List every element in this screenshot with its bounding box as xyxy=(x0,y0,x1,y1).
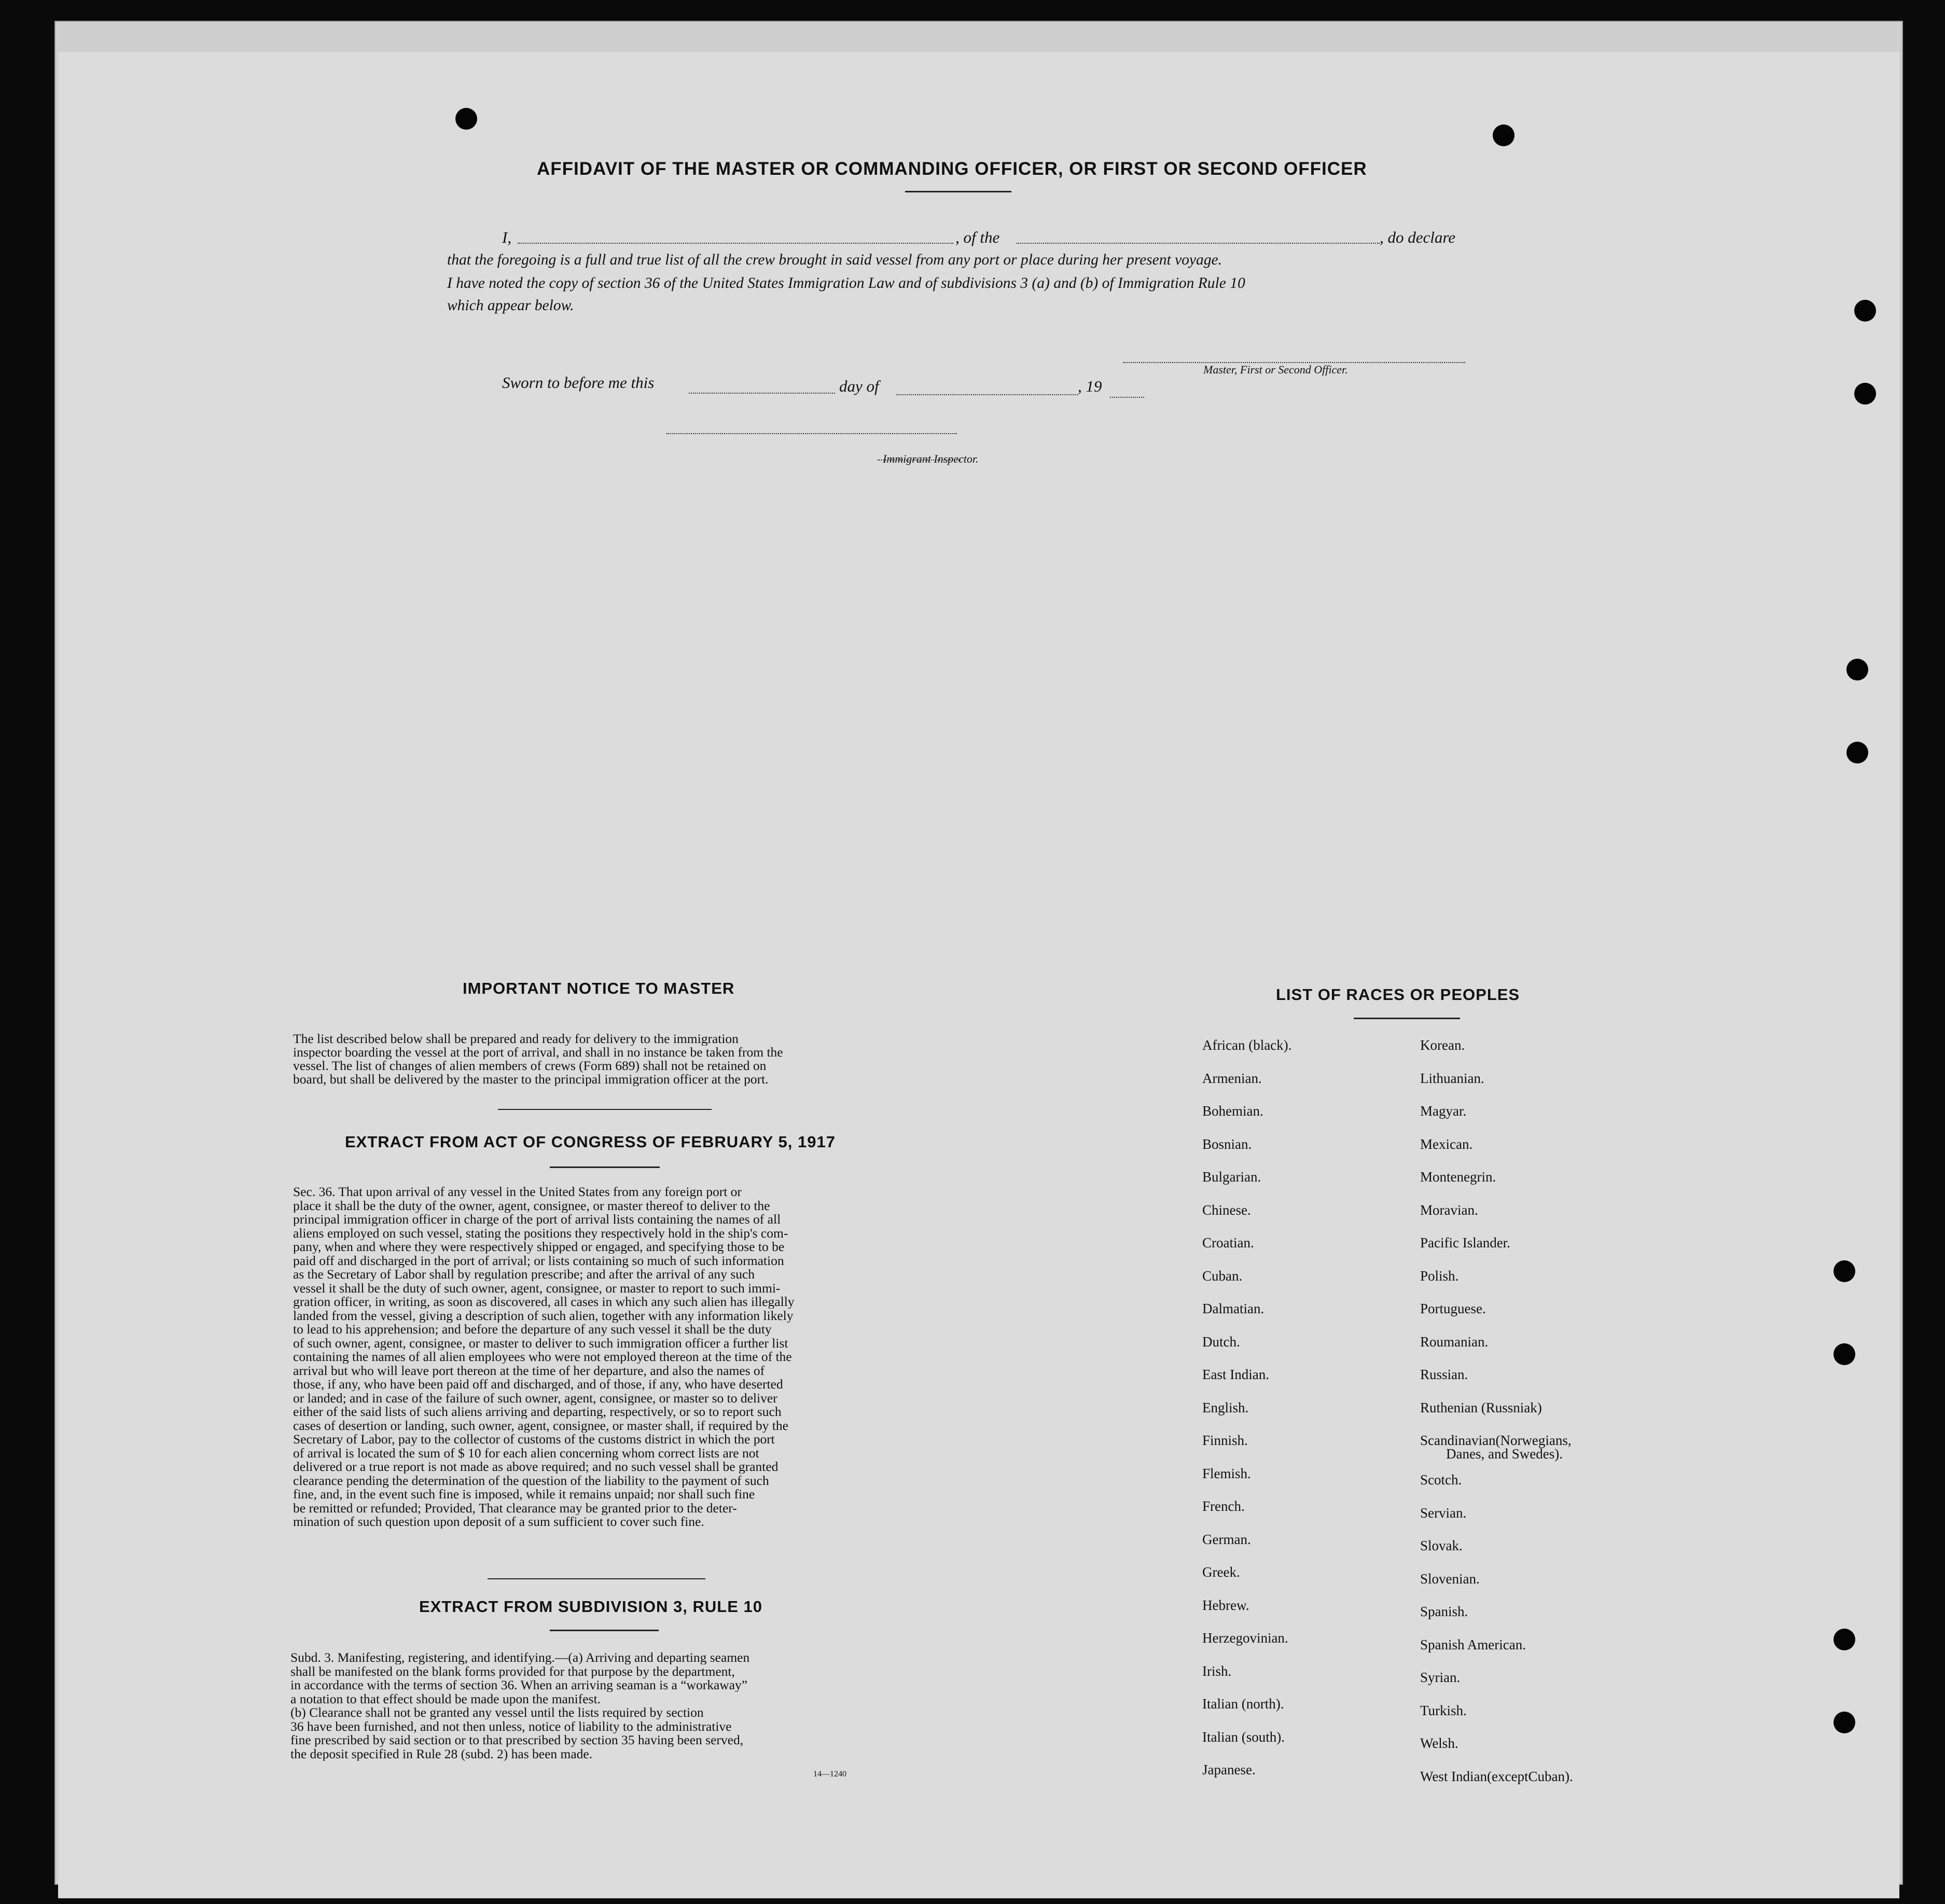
sworn-label: Sworn to before me this xyxy=(502,373,655,392)
punch-hole xyxy=(1846,742,1868,763)
affidavit-line-2: that the foregoing is a full and true list of all the crew brought in said vessel from any port or place during her present voyage. xyxy=(447,252,1222,268)
race-item: Chinese. xyxy=(1202,1202,1251,1218)
affidavit-i-label: I, xyxy=(502,228,512,246)
punch-hole xyxy=(1846,659,1868,680)
races-title: LIST OF RACES OR PEOPLES xyxy=(1276,985,1520,1004)
race-item: Italian (south). xyxy=(1202,1729,1285,1745)
punch-hole xyxy=(1833,1629,1855,1650)
race-item: Dalmatian. xyxy=(1202,1301,1265,1316)
inspector-signature-blank[interactable] xyxy=(666,433,957,434)
divider xyxy=(905,191,1011,192)
punch-hole xyxy=(455,108,477,130)
race-item: Turkish. xyxy=(1420,1702,1467,1718)
race-item: Russian. xyxy=(1420,1367,1468,1382)
act-line: pany, when and where they were respectively shipped or engaged, and specifying those to be xyxy=(293,1240,785,1254)
vessel-blank[interactable] xyxy=(1017,243,1380,244)
affidavit-line-4: which appear below. xyxy=(447,297,574,314)
race-item: Flemish. xyxy=(1202,1465,1251,1481)
rule10-line: fine prescribed by said section or to that prescribed by section 35 having been served, xyxy=(290,1733,744,1747)
punch-hole xyxy=(1854,383,1876,405)
act-title: EXTRACT FROM ACT OF CONGRESS OF FEBRUARY 5, 1917 xyxy=(345,1133,836,1151)
act-line: those, if any, who have been paid off and discharged, and of those, if any, who have deserted xyxy=(293,1378,783,1391)
race-item: Hebrew. xyxy=(1202,1597,1249,1613)
act-line: paid off and discharged in the port of arrival; or lists containing so much of such information xyxy=(293,1254,784,1268)
divider xyxy=(550,1630,659,1631)
race-item: Spanish. xyxy=(1420,1604,1468,1619)
act-line: arrival but who will leave port thereon at the time of her departure, and also the names of xyxy=(293,1364,765,1378)
race-item: West Indian(exceptCuban). xyxy=(1420,1768,1573,1784)
year-blank[interactable] xyxy=(1110,397,1144,398)
act-line: aliens employed on such vessel, stating the positions they respectively hold in the ship's com- xyxy=(293,1226,788,1240)
race-item: Irish. xyxy=(1202,1663,1232,1679)
race-item: Dutch. xyxy=(1202,1333,1240,1350)
race-item: Herzegovinian. xyxy=(1202,1630,1288,1646)
affidavit-line-3: I have noted the copy of section 36 of the United States Immigration Law and of subdivisions 3 (a) and (b) of Immigration Rule 10 xyxy=(447,275,1245,291)
race-item-continuation: Danes, and Swedes). xyxy=(1446,1446,1563,1462)
notice-title: IMPORTANT NOTICE TO MASTER xyxy=(463,979,735,997)
race-item: Greek. xyxy=(1202,1564,1240,1580)
race-item: Italian (north). xyxy=(1202,1696,1284,1712)
notice-line: inspector boarding the vessel at the port of arrival, and shall in no instance be taken from the xyxy=(293,1046,783,1059)
race-item: Welsh. xyxy=(1420,1735,1458,1751)
bleed-through-row xyxy=(140,446,150,466)
race-item: Portuguese. xyxy=(1420,1301,1486,1316)
act-line: either of the said lists of such aliens arriving and departing, respectively, or so to report such xyxy=(293,1405,782,1419)
act-line: containing the names of all alien employees who were not employed thereon at the time of the xyxy=(293,1350,792,1364)
act-line: of arrival is located the sum of $ 10 for each alien concerning whom correct lists are not xyxy=(293,1446,759,1460)
act-line: Sec. 36. That upon arrival of any vessel in the United States from any foreign port or xyxy=(293,1185,742,1199)
race-item: Mexican. xyxy=(1420,1136,1473,1152)
race-item: Montenegrin. xyxy=(1420,1169,1496,1185)
rule10-line: shall be manifested on the blank forms provided for that purpose by the department, xyxy=(290,1664,735,1678)
rule10-line: a notation to that effect should be made upon the manifest. xyxy=(290,1692,601,1706)
manifest-page xyxy=(58,52,1899,1898)
race-item: Finnish. xyxy=(1202,1433,1248,1448)
divider xyxy=(1354,1018,1460,1019)
inspector-label: Immigrant Inspector. xyxy=(883,452,979,465)
divider xyxy=(488,1578,705,1579)
act-line: place it shall be the duty of the owner, agent, consignee, or master thereof to deliver to the xyxy=(293,1199,770,1213)
race-item: Scotch. xyxy=(1420,1472,1462,1488)
race-item: Lithuanian. xyxy=(1420,1070,1484,1086)
act-line: of such owner, agent, consignee, or master to deliver to such immigration officer a further list xyxy=(293,1336,788,1350)
race-item: Magyar. xyxy=(1420,1103,1467,1119)
affidavit-declare-label: , do declare xyxy=(1380,228,1456,246)
race-item: Scandinavian(Norwegians, xyxy=(1420,1433,1572,1448)
race-item: Syrian. xyxy=(1420,1670,1461,1685)
race-item: Spanish American. xyxy=(1420,1636,1526,1652)
act-line: be remitted or refunded; Provided, That clearance may be granted prior to the deter- xyxy=(293,1501,737,1515)
act-line: as the Secretary of Labor shall by regulation prescribe; and after the arrival of any such xyxy=(293,1268,755,1281)
divider xyxy=(550,1166,660,1168)
master-signature-label: Master, First or Second Officer. xyxy=(1203,363,1348,376)
race-item: Ruthenian (Russniak) xyxy=(1420,1399,1542,1415)
race-item: Bulgarian. xyxy=(1202,1169,1261,1185)
act-line: gration officer, in writing, as soon as discovered, all cases in which any such alien has illegally xyxy=(293,1295,795,1309)
rule10-line: in accordance with the terms of section 36. When an arriving seaman is a “workaway” xyxy=(290,1678,748,1692)
rule10-title: EXTRACT FROM SUBDIVISION 3, RULE 10 xyxy=(419,1597,762,1616)
notice-line: board, but shall be delivered by the master to the principal immigration officer at the port. xyxy=(293,1073,769,1086)
act-line: clearance pending the determination of the question of the liability to the payment of such xyxy=(293,1474,769,1488)
year-label: , 19 xyxy=(1078,377,1102,395)
notice-line: The list described below shall be prepared and ready for delivery to the immigration xyxy=(293,1032,739,1046)
race-item: English. xyxy=(1202,1399,1249,1415)
act-line: to lead to his apprehension; and before the departure of any such vessel it shall be the duty xyxy=(293,1323,772,1336)
race-item: French. xyxy=(1202,1498,1245,1514)
notice-line: vessel. The list of changes of alien members of crews (Form 689) shall not be retained on xyxy=(293,1059,767,1073)
name-blank[interactable] xyxy=(518,243,953,244)
race-item: African (black). xyxy=(1202,1037,1292,1053)
race-item: Armenian. xyxy=(1202,1070,1262,1086)
race-item: Servian. xyxy=(1420,1505,1467,1521)
act-line: delivered or a true report is not made as above required; and no such vessel shall be granted xyxy=(293,1460,779,1474)
rule10-line: 36 have been furnished, and not then unless, notice of liability to the administrative xyxy=(290,1719,732,1733)
act-line: Secretary of Labor, pay to the collector of customs of the customs district in which the port xyxy=(293,1433,775,1446)
race-item: Japanese. xyxy=(1202,1762,1256,1777)
affidavit-title: AFFIDAVIT OF THE MASTER OR COMMANDING OFFICER, OR FIRST OR SECOND OFFICER xyxy=(537,159,1367,179)
act-line: mination of such question upon deposit of a sum sufficient to cover such fine. xyxy=(293,1515,704,1528)
race-item: Roumanian. xyxy=(1420,1333,1489,1350)
race-item: Slovenian. xyxy=(1420,1571,1480,1587)
punch-hole xyxy=(1833,1260,1855,1282)
act-line: landed from the vessel, giving a description of such alien, together with any information likely xyxy=(293,1309,794,1323)
act-line: vessel it shall be the duty of such owner, agent, consignee, or master to report to such immi- xyxy=(293,1281,781,1295)
race-item: Bohemian. xyxy=(1202,1103,1263,1119)
race-item: German. xyxy=(1202,1531,1251,1547)
race-item: Moravian. xyxy=(1420,1202,1478,1218)
form-number: 14—1240 xyxy=(813,1770,846,1778)
sworn-day-blank[interactable] xyxy=(689,393,835,394)
day-of-label: day of xyxy=(839,377,879,395)
race-item: Pacific Islander. xyxy=(1420,1235,1510,1250)
race-item: Cuban. xyxy=(1202,1268,1243,1284)
punch-hole xyxy=(1854,300,1876,322)
punch-hole xyxy=(1833,1712,1855,1733)
race-item: East Indian. xyxy=(1202,1367,1269,1382)
act-line: principal immigration officer in charge of the port of arrival lists containing the names of all xyxy=(293,1213,781,1226)
rule10-line: (b) Clearance shall not be granted any vessel until the lists required by section xyxy=(290,1706,704,1719)
affidavit-of-the-label: , of the xyxy=(955,228,1000,246)
rule10-line: Subd. 3. Manifesting, registering, and identifying.—(a) Arriving and departing seamen xyxy=(290,1651,750,1664)
rule10-line: the deposit specified in Rule 28 (subd. 2) has been made. xyxy=(290,1747,593,1761)
punch-hole xyxy=(1493,124,1515,146)
race-item: Korean. xyxy=(1420,1037,1465,1053)
race-item: Bosnian. xyxy=(1202,1136,1252,1152)
act-line: cases of desertion or landing, such owner, agent, consignee, or master shall, if required by the xyxy=(293,1419,788,1433)
race-item: Polish. xyxy=(1420,1268,1459,1284)
act-line: or landed; and in case of the failure of such owner, agent, consignee, or master so to deliver xyxy=(293,1391,777,1405)
divider xyxy=(498,1109,712,1110)
race-item: Croatian. xyxy=(1202,1235,1254,1250)
bleed-through-heading xyxy=(394,145,401,174)
month-blank[interactable] xyxy=(896,394,1078,395)
race-item: Slovak. xyxy=(1420,1538,1463,1553)
act-line: fine, and, in the event such fine is imposed, while it remains unpaid; nor shall such fine xyxy=(293,1488,755,1501)
punch-hole xyxy=(1833,1343,1855,1365)
